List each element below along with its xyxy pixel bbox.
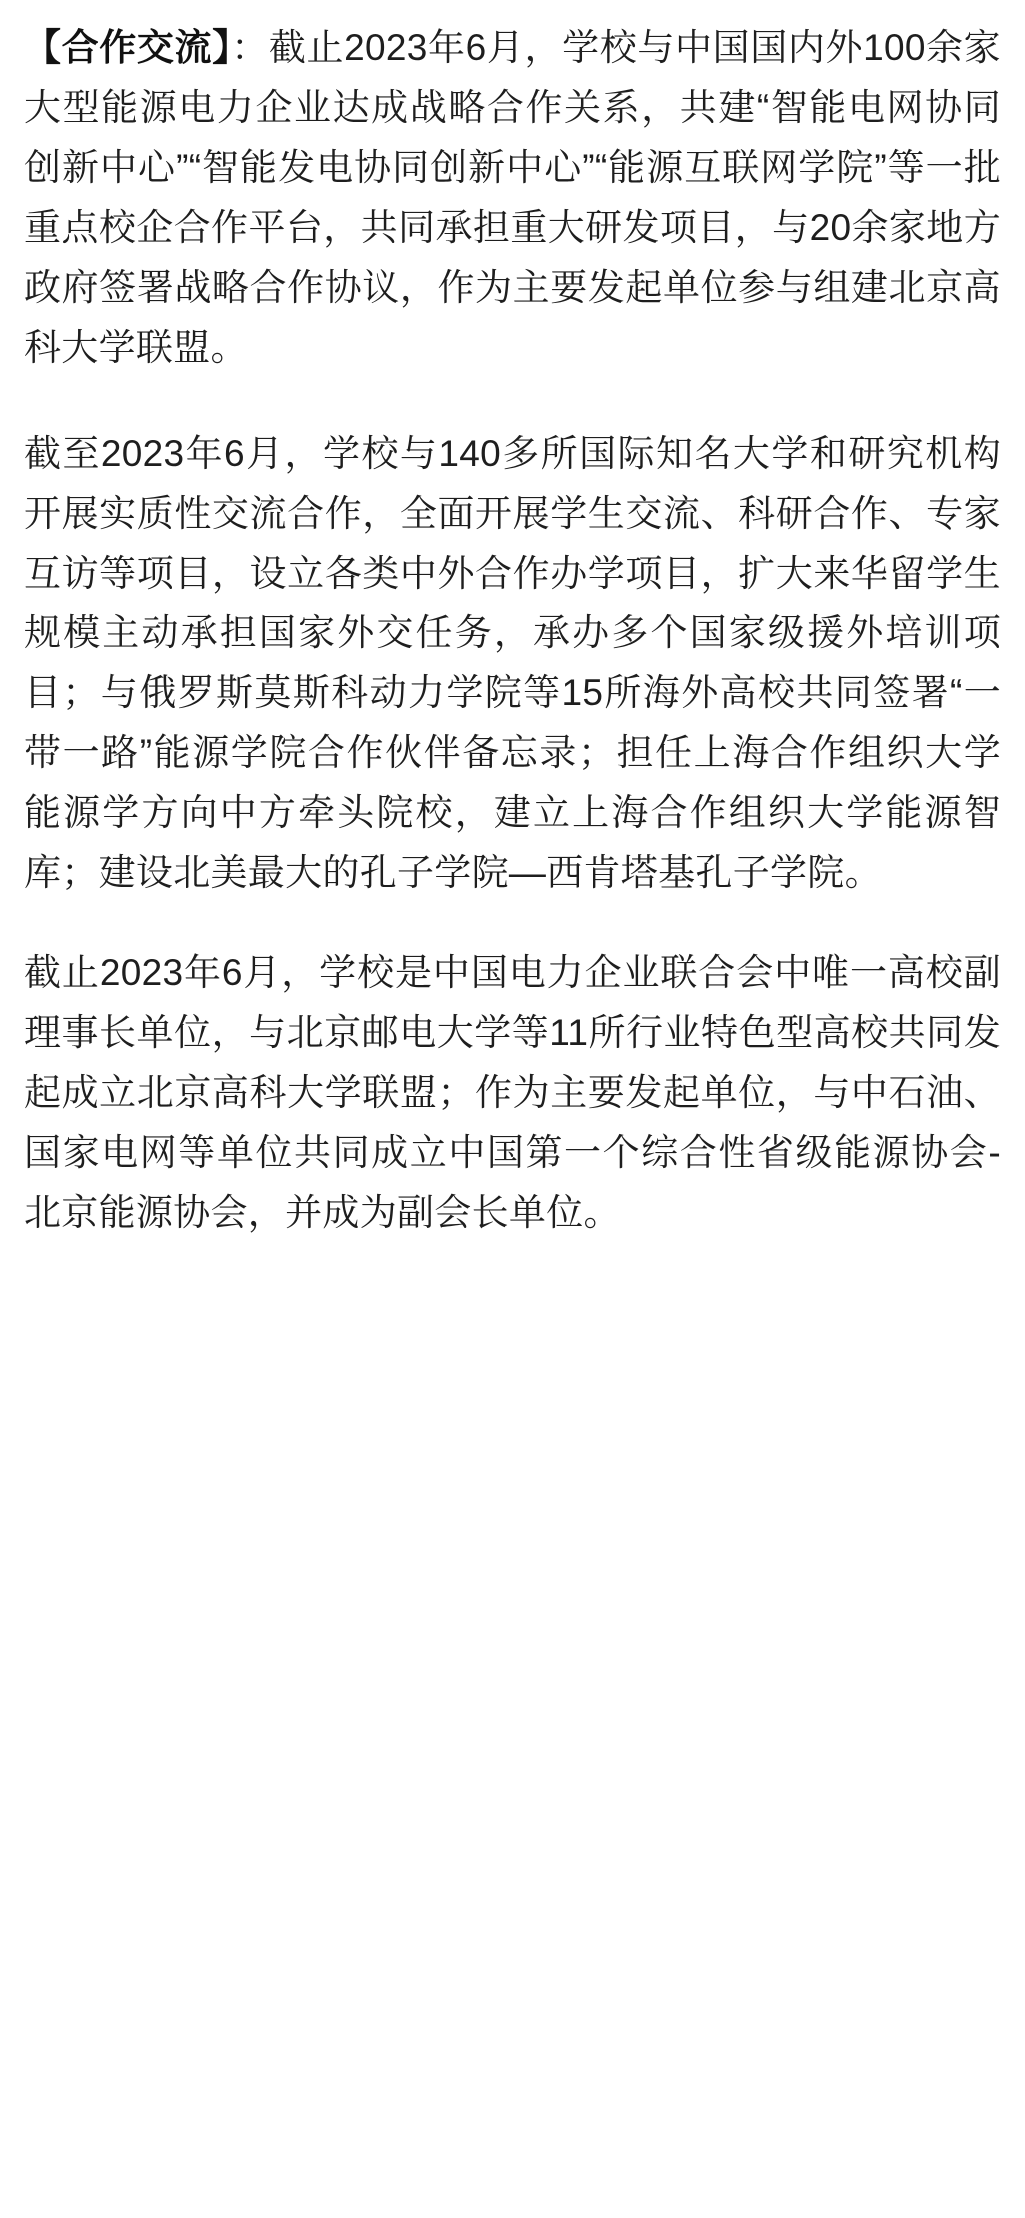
paragraph-text: ：截止2023年6月，学校与中国国内外100余家大型能源电力企业达成战略合作关系，共建“智能电网协同创新中心”“智能发电协同创新中心”“能源互联网学院”等一批重点校企合作平台，共同承担重大研发项目，与20余家地方政府签署战略合作协议，作为主要发起单位参与组建北京高科大学联盟。 (24, 27, 1001, 368)
paragraph-industry-alliance: 截止2023年6月，学校是中国电力企业联合会中唯一高校副理事长单位，与北京邮电大学等11所行业特色型高校共同发起成立北京高科大学联盟；作为主要发起单位，与中石油、国家电网等单位共同成立中国第一个综合性省级能源协会-北京能源协会，并成为副会长单位。 (24, 952, 1001, 1233)
paragraph-cooperation-exchange (24, 18, 1001, 378)
section-tag: 【合作交流】 (24, 27, 232, 68)
paragraph-international-exchange: 截至2023年6月，学校与140多所国际知名大学和研究机构开展实质性交流合作，全面开展学生交流、科研合作、专家互访等项目，设立各类中外合作办学项目，扩大来华留学生规模主动承担国家外交任务，承办多个国家级援外培训项目；与俄罗斯莫斯科动力学院等15所海外高校共同签署“一带一路”能源学院合作伙伴备忘录；担任上海合作组织大学能源学方向中方牵头院校，建立上海合作组织大学能源智库；建设北美最大的孔子学院—西肯塔基孔子学院。 (24, 432, 1001, 894)
